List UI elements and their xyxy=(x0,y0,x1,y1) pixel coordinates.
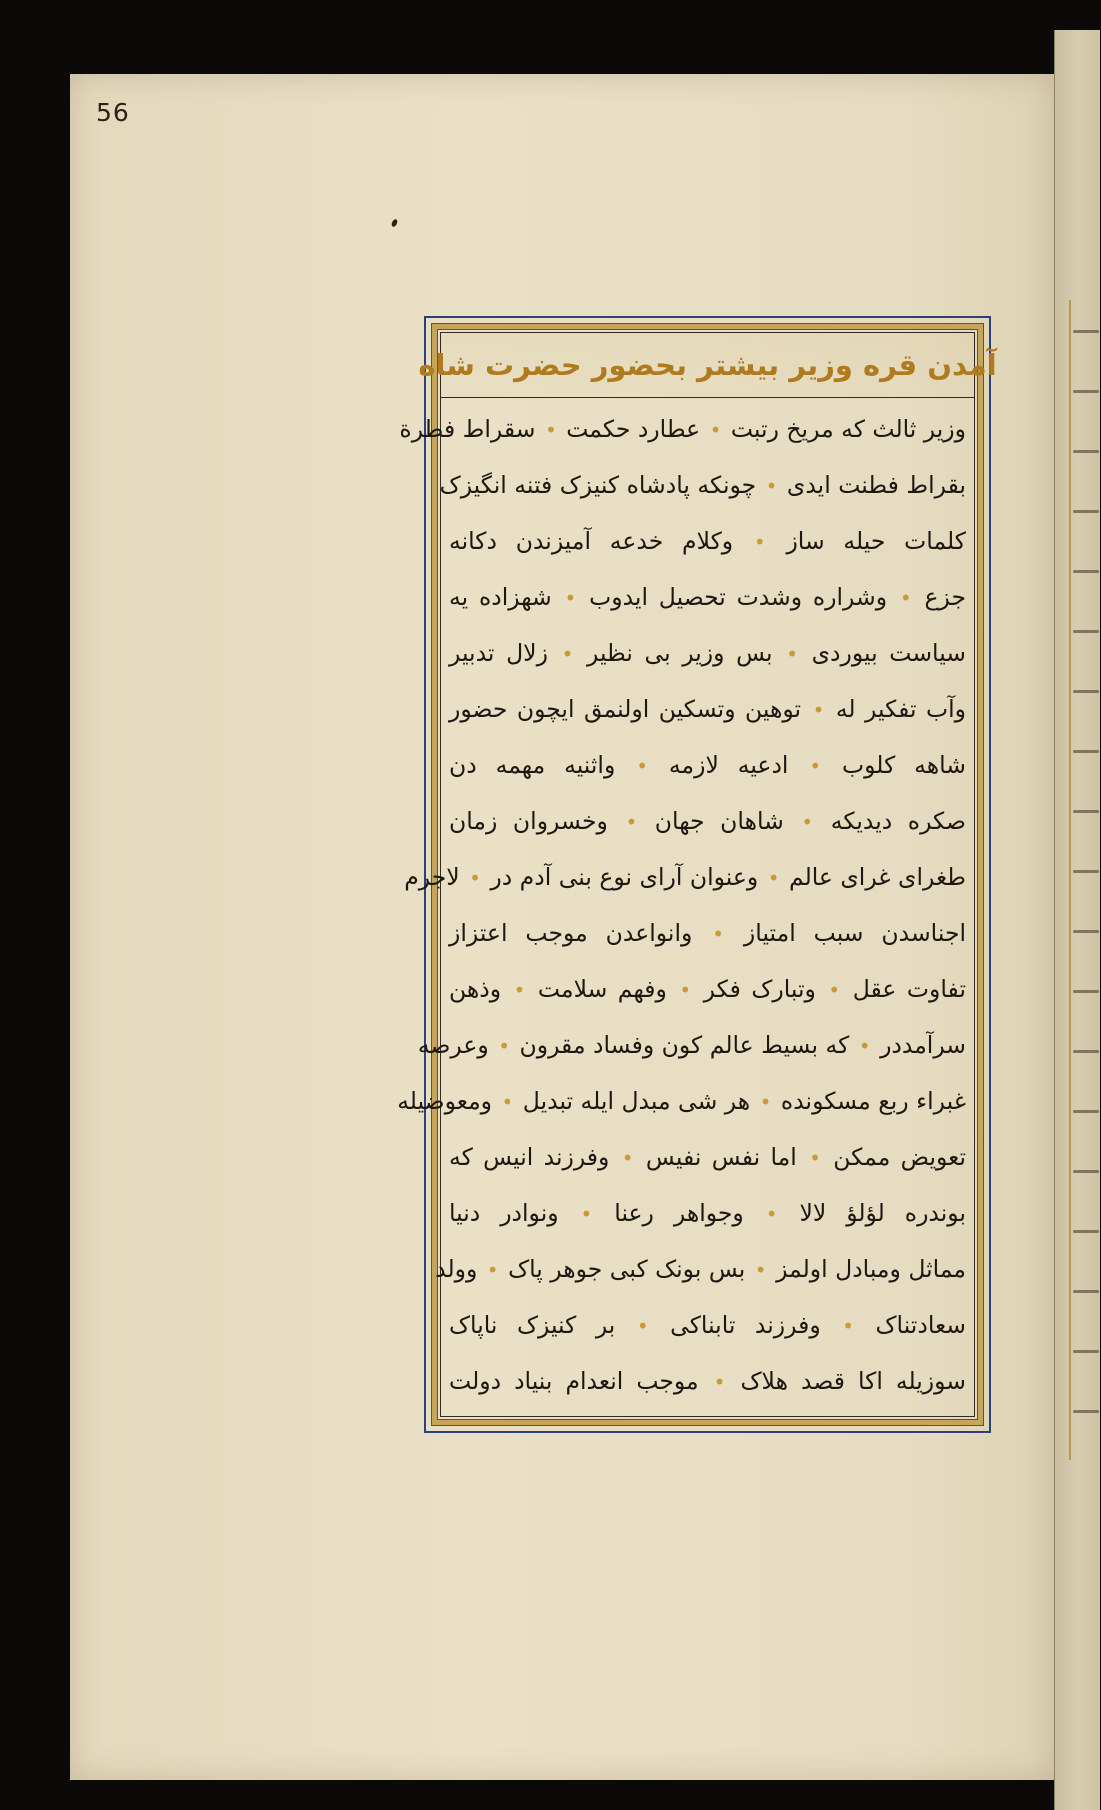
text-line: تفاوت عقل • وتبارک فکر • وفهم سلامت • وذهن xyxy=(449,975,966,1003)
separator-dot: • xyxy=(828,978,841,1002)
facing-page-script-line xyxy=(1073,750,1099,753)
text-line: کلمات حیله ساز • وکلام خدعه آمیزندن دکانه xyxy=(449,527,966,555)
text-panel xyxy=(397,332,997,1417)
separator-dot: • xyxy=(812,698,825,722)
facing-page-script-line xyxy=(1073,630,1099,633)
text-frame xyxy=(397,316,997,1433)
text-line: سوزیله اکا قصد هلاک • موجب انعدام بنیاد دولت xyxy=(449,1367,966,1395)
facing-page-frame-rule xyxy=(1069,300,1101,1460)
separator-dot: • xyxy=(899,586,912,610)
text-line: سعادتناک • وفرزند تابناکی • بر کنیزک ناپاک xyxy=(449,1311,967,1339)
facing-page-script-line xyxy=(1073,450,1099,453)
text-line: وزیر ثالث که مریخ رتبت • عطارد حکمت • سقراط فطرة xyxy=(399,415,966,443)
facing-page-script-line xyxy=(1073,1230,1099,1233)
facing-page-edge xyxy=(1054,30,1100,1810)
chapter-heading: آمدن قره وزیر بیشتر بحضور حضرت شاه xyxy=(418,348,997,382)
separator-dot: • xyxy=(561,642,574,666)
text-line: بقراط فطنت ایدی • چونکه پادشاه کنیزک فتنه انگیزک xyxy=(439,471,966,499)
facing-page-script-line xyxy=(1073,330,1099,333)
facing-page-script-line xyxy=(1073,1410,1099,1413)
facing-page-script-line xyxy=(1073,990,1099,993)
separator-dot: • xyxy=(513,978,526,1002)
text-line: سیاست بیوردی • بس وزیر بی نظیر • زلال تدبیر xyxy=(449,639,966,667)
facing-page-script-line xyxy=(1073,810,1099,813)
text-line: تعویض ممکن • اما نفس نفیس • وفرزند انیس که xyxy=(449,1143,967,1171)
text-line: جزع • وشراره وشدت تحصیل ایدوب • شهزاده یه xyxy=(449,583,966,611)
separator-dot: • xyxy=(486,1258,499,1282)
text-line: وآب تفکیر له • توهین وتسکین اولنمق ایچون حضور xyxy=(449,695,966,723)
facing-page-script-line xyxy=(1073,870,1099,873)
facing-page-script-line xyxy=(1073,930,1099,933)
separator-dot: • xyxy=(759,1090,772,1114)
separator-dot: • xyxy=(712,922,725,946)
text-line: بوندره لؤلؤ لالا • وجواهر رعنا • ونوادر دنیا xyxy=(449,1199,966,1227)
facing-page-script-line xyxy=(1073,1170,1099,1173)
text-line: اجناسدن سبب امتیاز • وانواعدن موجب اعتزاز xyxy=(449,919,966,947)
facing-page-script-line xyxy=(1073,570,1099,573)
separator-dot: • xyxy=(753,530,766,554)
separator-dot: • xyxy=(498,1034,511,1058)
separator-dot: • xyxy=(858,1034,871,1058)
separator-dot: • xyxy=(621,1146,634,1170)
facing-page-script-line xyxy=(1073,1350,1099,1353)
text-line: سرآمددر • که بسیط عالم کون وفساد مقرون • وعرصه xyxy=(417,1031,966,1059)
facing-page-script-line xyxy=(1073,390,1099,393)
separator-dot: • xyxy=(564,586,577,610)
separator-dot: • xyxy=(842,1314,855,1338)
facing-page-script-line xyxy=(1073,690,1099,693)
separator-dot: • xyxy=(801,810,814,834)
separator-dot: • xyxy=(765,1202,778,1226)
heading-band xyxy=(418,333,997,398)
text-line: غبراء ربع مسکونده • هر شی مبدل ایله تبدیل • ومعوضیله xyxy=(397,1087,966,1115)
separator-dot: • xyxy=(636,1314,649,1338)
separator-dot: • xyxy=(786,642,799,666)
separator-dot: • xyxy=(636,754,649,778)
text-line: صکره دیدیکه • شاهان جهان • وخسروان زمان xyxy=(449,807,966,835)
separator-dot: • xyxy=(809,1146,821,1170)
separator-dot: • xyxy=(544,418,557,442)
separator-dot: • xyxy=(625,810,638,834)
facing-page-script-line xyxy=(1073,1050,1099,1053)
facing-page-script-line xyxy=(1073,1290,1099,1293)
separator-dot: • xyxy=(580,1202,593,1226)
text-line: طغرای غرای عالم • وعنوان آرای نوع بنی آدم در • لاجرم xyxy=(404,863,966,891)
separator-dot: • xyxy=(754,1258,767,1282)
separator-dot: • xyxy=(767,866,780,890)
text-block xyxy=(397,403,967,1408)
text-line: شاهه کلوب • ادعیه لازمه • واثنیه مهمه دن xyxy=(449,751,967,779)
text-line: مماثل ومبادل اولمز • بس بونک کبی جوهر پاک • وولد xyxy=(435,1255,966,1283)
separator-dot: • xyxy=(469,866,481,890)
facing-page-script-line xyxy=(1073,1110,1099,1113)
separator-dot: • xyxy=(809,754,822,778)
separator-dot: • xyxy=(709,418,722,442)
separator-dot: • xyxy=(713,1370,726,1394)
separator-dot: • xyxy=(765,474,778,498)
facing-page-script-line xyxy=(1073,510,1099,513)
separator-dot: • xyxy=(679,978,692,1002)
separator-dot: • xyxy=(501,1090,514,1114)
folio-number: 56 xyxy=(96,98,130,127)
